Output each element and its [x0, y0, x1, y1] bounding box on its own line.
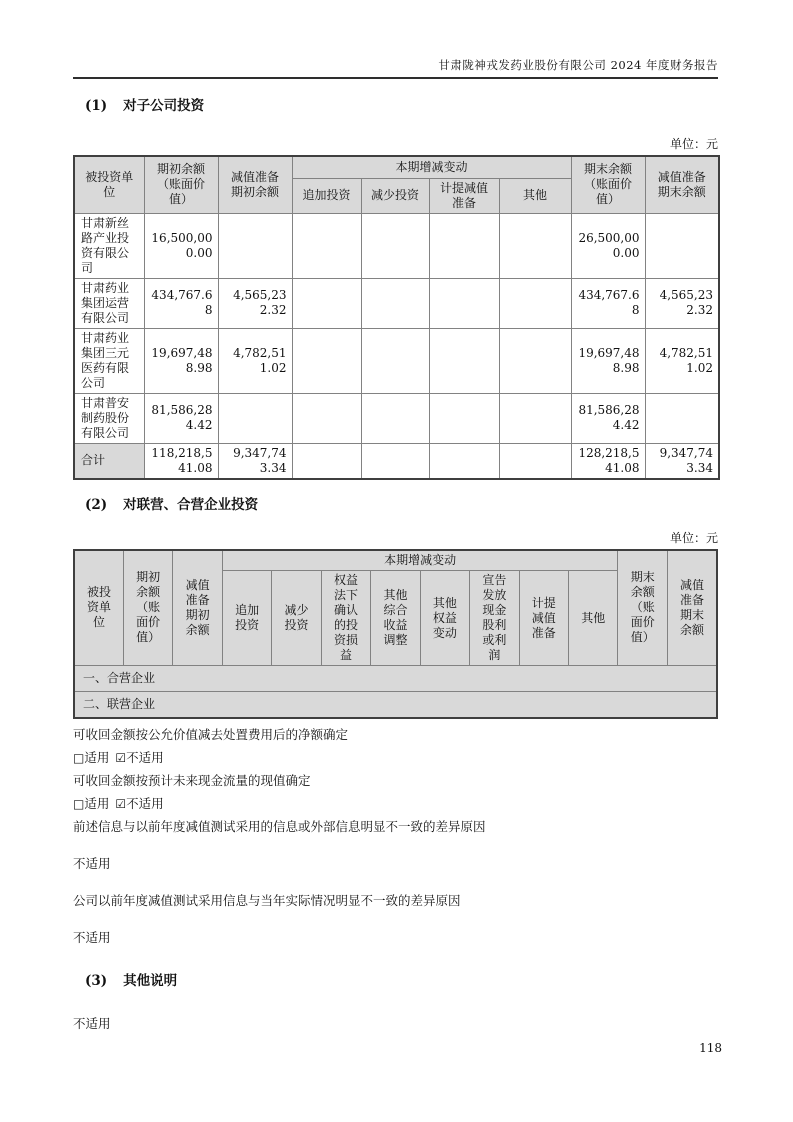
not-applicable-label: 不适用: [126, 796, 164, 811]
header-additional-investment: 追加投资: [292, 178, 361, 213]
applicable-label: 适用: [84, 796, 110, 811]
header-rule: [73, 77, 718, 79]
section-1-heading: [85, 97, 718, 115]
section-2-heading: [85, 496, 718, 514]
checkbox-checked-icon: ☑: [115, 751, 127, 765]
value-cell: [429, 278, 499, 328]
checkbox-unchecked-icon: □: [73, 751, 85, 765]
header-beginning-balance: 期初余额（账面价值）: [144, 156, 218, 213]
header-oci-adjustment: 其他综合收益调整: [371, 571, 420, 666]
section-3-heading: [85, 972, 718, 990]
value-cell: 81,586,284.42: [571, 393, 645, 443]
value-cell: 4,782,511.02: [645, 328, 719, 393]
header-ending-balance: 期末余额（账面价值）: [571, 156, 645, 213]
table-row: [74, 278, 719, 328]
value-cell: 9,347,743.34: [645, 443, 719, 479]
prior-test-difference-note: 公司以前年度减值测试采用信息与当年实际情况明显不一致的差异原因: [73, 893, 461, 908]
header-impairment-ending: 减值准备期末余额: [667, 550, 717, 666]
header-investee: 被投资单位: [74, 156, 144, 213]
value-cell: [499, 328, 571, 393]
unit-label-2: 单位：元: [669, 530, 718, 545]
unit-label-1: 单位：元: [669, 137, 718, 151]
value-cell: 19,697,488.98: [571, 328, 645, 393]
value-cell: [429, 213, 499, 278]
applicability-line: [73, 750, 718, 766]
prior-info-difference-note: 前述信息与以前年度减值测试采用的信息或外部信息明显不一致的差异原因: [73, 819, 486, 834]
table-row: [74, 213, 719, 278]
value-cell: 4,782,511.02: [218, 328, 292, 393]
section-2-label: (2): [85, 496, 108, 513]
value-cell: [218, 213, 292, 278]
not-applicable-text: 不适用: [73, 930, 111, 945]
value-cell: 26,500,000.00: [571, 213, 645, 278]
value-cell: [499, 213, 571, 278]
value-cell: [361, 278, 429, 328]
header-period-change: 本期增减变动: [222, 550, 618, 571]
notes-block: [73, 727, 718, 946]
header-impairment-provision: 计提减值准备: [429, 178, 499, 213]
category-label: 一、合营企业: [74, 666, 717, 692]
checkbox-checked-icon: ☑: [115, 797, 127, 811]
header-period-change: 本期增减变动: [292, 156, 571, 178]
header-other: 其他: [499, 178, 571, 213]
value-cell: [292, 278, 361, 328]
value-cell: [645, 393, 719, 443]
value-cell: [499, 443, 571, 479]
value-cell: [429, 443, 499, 479]
company-name-cell: 甘肃普安制药股份有限公司: [74, 393, 144, 443]
value-cell: [645, 213, 719, 278]
header-investee: 被投资单位: [74, 550, 123, 666]
header-impairment-beginning: 减值准备期初余额: [173, 550, 222, 666]
company-name-cell: 甘肃新丝路产业投资有限公司: [74, 213, 144, 278]
value-cell: [361, 328, 429, 393]
section-1-title: 对子公司投资: [123, 98, 205, 114]
value-cell: [429, 328, 499, 393]
applicable-label: 适用: [84, 750, 110, 765]
table-row: [74, 328, 719, 393]
header-reduced-investment: 减少投资: [272, 571, 321, 666]
category-label: 二、联营企业: [74, 692, 717, 719]
value-cell: 19,697,488.98: [144, 328, 218, 393]
header-beginning-balance: 期初余额（账面价值）: [123, 550, 172, 666]
not-applicable-label: 不适用: [126, 750, 164, 765]
value-cell: [499, 278, 571, 328]
value-cell: 118,218,541.08: [144, 443, 218, 479]
header-ending-balance: 期末余额（账面价值）: [618, 550, 667, 666]
value-cell: 434,767.68: [571, 278, 645, 328]
total-row: [74, 443, 719, 479]
company-name-cell: 甘肃药业集团运营有限公司: [74, 278, 144, 328]
section-3-label: (3): [85, 973, 108, 989]
value-cell: 81,586,284.42: [144, 393, 218, 443]
total-label-cell: 合计: [74, 443, 144, 479]
section-1-label: (1): [85, 98, 108, 114]
value-cell: 9,347,743.34: [218, 443, 292, 479]
value-cell: 16,500,000.00: [144, 213, 218, 278]
table-row: [74, 393, 719, 443]
value-cell: 4,565,232.32: [218, 278, 292, 328]
header-other-equity-change: 其他权益变动: [420, 571, 469, 666]
applicability-line: [73, 796, 718, 812]
associates-table: [73, 549, 718, 720]
value-cell: [361, 213, 429, 278]
value-cell: [292, 393, 361, 443]
value-cell: [292, 443, 361, 479]
not-applicable-text: 不适用: [73, 856, 111, 871]
header-additional-investment: 追加投资: [222, 571, 271, 666]
section-3-title: 其他说明: [123, 973, 178, 989]
value-cell: [292, 213, 361, 278]
header-equity-method-pl: 权益法下确认的投资损益: [321, 571, 370, 666]
header-impairment-beginning: 减值准备期初余额: [218, 156, 292, 213]
page-number: 118: [699, 1041, 722, 1055]
company-name-cell: 甘肃药业集团三元医药有限公司: [74, 328, 144, 393]
recoverable-fair-value-note: 可收回金额按公允价值减去处置费用后的净额确定: [73, 727, 349, 742]
value-cell: [429, 393, 499, 443]
category-row-joint-venture: [74, 666, 717, 692]
value-cell: [361, 443, 429, 479]
value-cell: 128,218,541.08: [571, 443, 645, 479]
header-other: 其他: [569, 571, 618, 666]
section-2-title: 对联营、合营企业投资: [123, 496, 259, 513]
value-cell: [361, 393, 429, 443]
recoverable-present-value-note: 可收回金额按预计未来现金流量的现值确定: [73, 773, 311, 788]
header-reduced-investment: 减少投资: [361, 178, 429, 213]
report-header-title: 甘肃陇神戎发药业股份有限公司 2024 年度财务报告: [438, 58, 718, 72]
checkbox-unchecked-icon: □: [73, 797, 85, 811]
header-impairment-ending: 减值准备期末余额: [645, 156, 719, 213]
subsidiaries-table: [73, 155, 720, 480]
value-cell: [218, 393, 292, 443]
header-impairment-provision: 计提减值准备: [519, 571, 568, 666]
category-row-associate: [74, 692, 717, 719]
value-cell: 4,565,232.32: [645, 278, 719, 328]
value-cell: [499, 393, 571, 443]
section-3-body: 不适用: [73, 1016, 111, 1031]
header-dividend-declared: 宣告发放现金股利或利润: [470, 571, 519, 666]
value-cell: 434,767.68: [144, 278, 218, 328]
value-cell: [292, 328, 361, 393]
